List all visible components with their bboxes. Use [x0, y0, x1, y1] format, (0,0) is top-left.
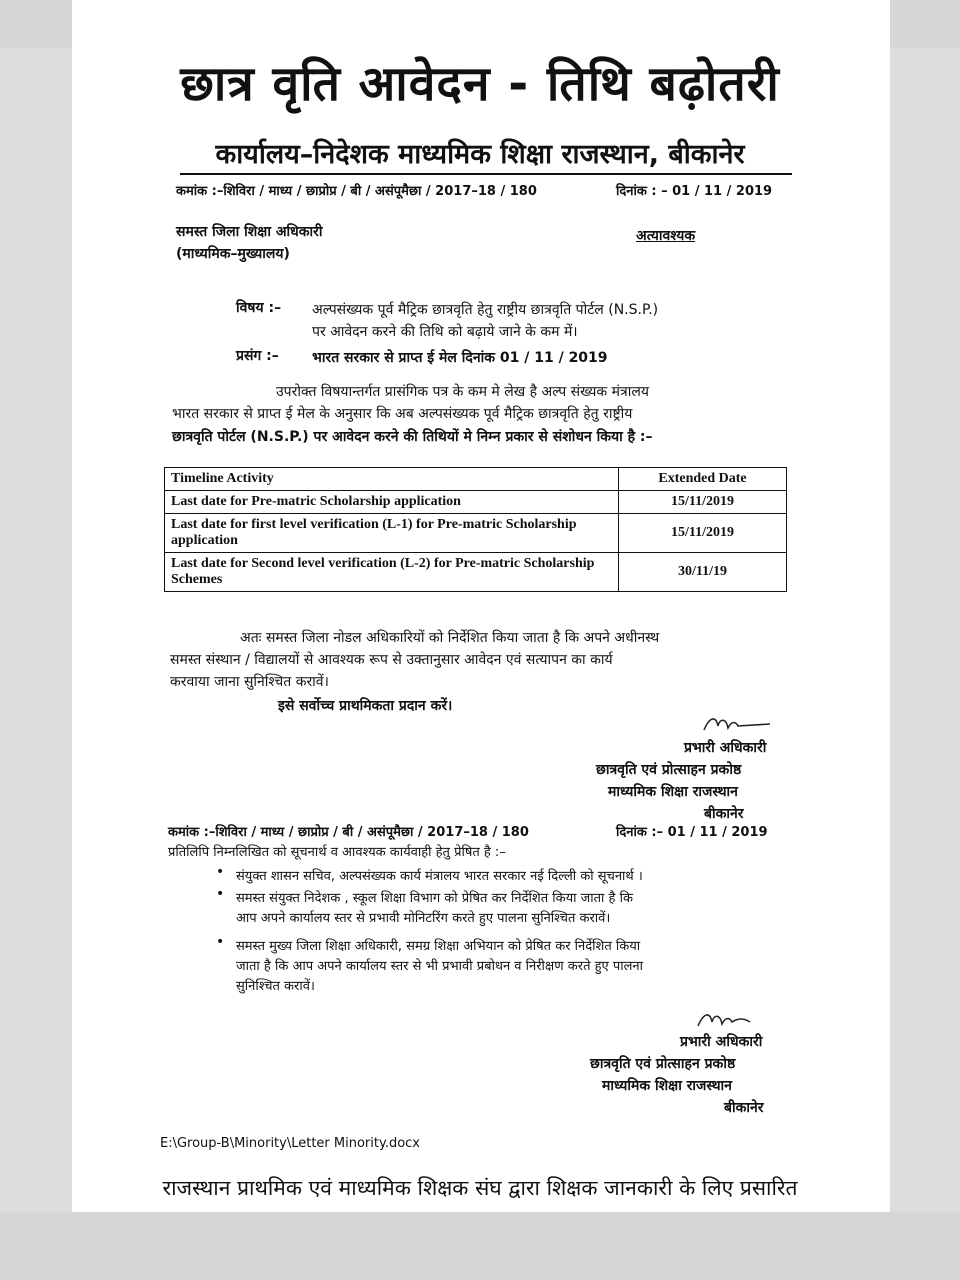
- signature-icon: [694, 1008, 774, 1032]
- letter-date-2: दिनांक :– 01 / 11 / 2019: [616, 825, 768, 840]
- copy-item-1: संयुक्त शासन सचिव, अल्पसंख्यक कार्य मंत्रालय भारत सरकार नई दिल्ली को सूचनार्थ ।: [236, 869, 643, 884]
- signatory-cell-2: छात्रवृति एवं प्रोत्साहन प्रकोष्ठ: [590, 1056, 736, 1072]
- subject-line2: पर आवेदन करने की तिथि को बढ़ाये जाने के कम में।: [312, 324, 578, 340]
- table-row: [165, 491, 787, 514]
- reference-number-2: कमांक :–शिविरा / माध्य / छाप्रोप्र / बी / असंपूमैछा / 2017–18 / 180: [168, 825, 529, 840]
- table-row: [165, 514, 787, 553]
- signatory-dept-2: माध्यमिक शिक्षा राजस्थान: [602, 1078, 732, 1094]
- table-row: [165, 553, 787, 592]
- copy-item-3c: सुनिश्चित करावें।: [236, 979, 315, 994]
- para2-line1: अतः समस्त जिला नोडल अधिकारियों को निर्देशित किया जाता है कि अपने अधीनस्थ: [240, 630, 660, 646]
- headline: छात्र वृति आवेदन - तिथि बढ़ोतरी: [180, 56, 780, 112]
- bottom-band: [0, 1212, 960, 1280]
- signatory-title-2: प्रभारी अधिकारी: [680, 1034, 763, 1050]
- office-underline: [180, 173, 792, 175]
- table-header-row: [165, 468, 787, 491]
- reference-number: कमांक :–शिविरा / माध्य / छाप्रोप्र / बी / असंपूमैछा / 2017–18 / 180: [176, 184, 537, 199]
- office-title: कार्यालय–निदेशक माध्यमिक शिक्षा राजस्थान, बीकानेर: [215, 139, 745, 170]
- header-extended-date: Extended Date: [619, 468, 787, 491]
- para1-line3: छात्रवृति पोर्टल (N.S.P.) पर आवेदन करने की तिथियों मे निम्न प्रकार से संशोधन किया है :–: [172, 429, 653, 445]
- bullet-icon: •: [216, 934, 225, 950]
- activity-cell: Last date for Pre-matric Scholarship application: [165, 491, 619, 514]
- letter-date: दिनांक : – 01 / 11 / 2019: [616, 184, 773, 199]
- para2-line3: करवाया जाना सुनिश्चित करावें।: [170, 674, 329, 690]
- copy-item-2b: आप अपने कार्यालय स्तर से प्रभावी मोनिटरिंग करते हुए पालना सुनिश्चित करावें।: [236, 911, 611, 926]
- urgent-label: अत्यावश्यक: [636, 228, 696, 244]
- date-cell: 15/11/2019: [619, 514, 787, 553]
- copy-item-3b: जाता है कि आप अपने कार्यालय स्तर से भी प्रभावी प्रबोधन व निरीक्षण करते हुए पालना: [236, 959, 643, 974]
- activity-cell: Last date for Second level verification (L-2) for Pre-matric Scholarship Schemes: [165, 553, 619, 592]
- para1-line2: भारत सरकार से प्राप्त ई मेल के अनुसार कि अब अल्पसंख्यक पूर्व मैट्रिक छात्रवृति हेतु राष्ट्रीय: [172, 406, 633, 422]
- recipient-line1: समस्त जिला शिक्षा अधिकारी: [176, 224, 323, 240]
- para2-line2: समस्त संस्थान / विद्यालयों से आवश्यक रूप से उक्तानुसार आवेदन एवं सत्यापन का कार्य: [170, 652, 613, 668]
- copy-item-3a: समस्त मुख्य जिला शिक्षा अधिकारी, समग्र शिक्षा अभियान को प्रेषित कर निर्देशित किया: [236, 939, 641, 954]
- reference-label: प्रसंग :–: [236, 348, 279, 364]
- footer-note: राजस्थान प्राथमिक एवं माध्यमिक शिक्षक संघ द्वारा शिक्षक जानकारी के लिए प्रसारित: [162, 1176, 798, 1200]
- timeline-table: [164, 467, 787, 592]
- bullet-icon: •: [216, 886, 225, 902]
- priority-note: इसे सर्वोच्च प्राथमिकता प्रदान करें।: [278, 698, 453, 714]
- subject-line1: अल्पसंख्यक पूर्व मैट्रिक छात्रवृति हेतु राष्ट्रीय छात्रवृति पोर्टल (N.S.P.): [312, 302, 659, 318]
- bullet-icon: •: [216, 864, 225, 880]
- header-activity: Timeline Activity: [165, 468, 619, 491]
- subject-label: विषय :–: [236, 300, 282, 316]
- para1-line1: उपरोक्त विषयान्तर्गत प्रासंगिक पत्र के कम मे लेख है अल्प संख्यक मंत्रालय: [276, 384, 649, 400]
- recipient-line2: (माध्यमिक–मुख्यालय): [176, 246, 290, 262]
- activity-cell: Last date for first level verification (L-1) for Pre-matric Scholarship application: [165, 514, 619, 553]
- reference-text: भारत सरकार से प्राप्त ई मेल दिनांक 01 / 11 / 2019: [312, 350, 608, 366]
- signatory-cell: छात्रवृति एवं प्रोत्साहन प्रकोष्ठ: [596, 762, 742, 778]
- signatory-title: प्रभारी अधिकारी: [684, 740, 767, 756]
- signatory-city: बीकानेर: [704, 806, 744, 822]
- copy-intro: प्रतिलिपि निम्नलिखित को सूचनार्थ व आवश्यक कार्यवाही हेतु प्रेषित है :–: [168, 845, 506, 860]
- file-path: E:\Group-B\Minority\Letter Minority.docx: [160, 1136, 420, 1151]
- date-cell: 15/11/2019: [619, 491, 787, 514]
- signatory-city-2: बीकानेर: [724, 1100, 764, 1116]
- signature-icon: [700, 712, 780, 736]
- date-cell: 30/11/19: [619, 553, 787, 592]
- copy-item-2a: समस्त संयुक्त निदेशक , स्कूल शिक्षा विभाग को प्रेषित कर निर्देशित किया जाता है कि: [236, 891, 633, 906]
- signatory-dept: माध्यमिक शिक्षा राजस्थान: [608, 784, 738, 800]
